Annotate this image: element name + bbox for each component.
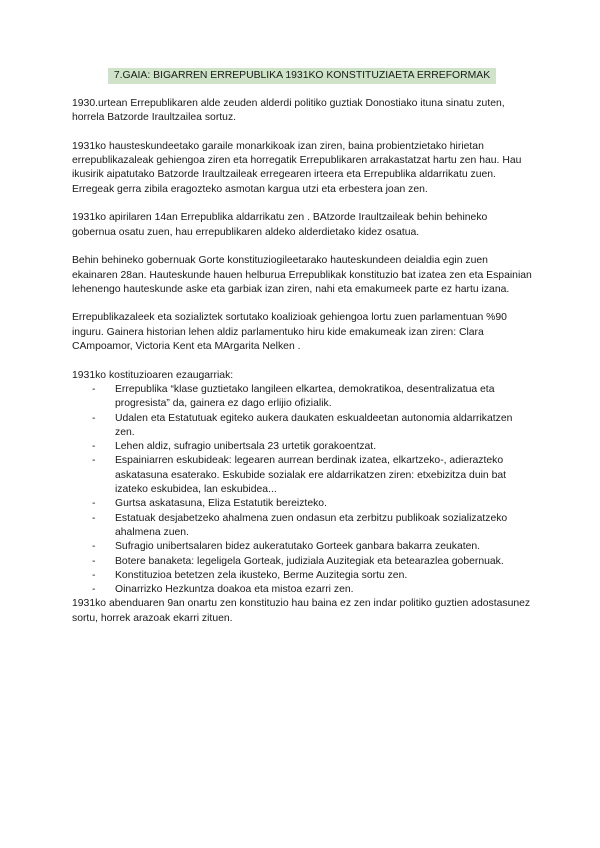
paragraph-1930: 1930.urtean Errepublikaren alde zeuden alderdi politiko guztiak Donostiako ituna sinatu zuten, horrela Batzorde Iraultzailea sortuz.: [72, 98, 505, 124]
list-item: - Gurtsa askatasuna, Eliza Estatutik bereizteko.: [92, 497, 532, 511]
closing-paragraph: 1931ko abenduaren 9an onartu zen konstituzio hau baina ez zen indar politiko guztien adostasunez sortu, horrek arazoak ekarri zituen.: [72, 598, 531, 624]
list-item: - Konstituzioa betetzen zela ikusteko, Berme Auzitegia sortu zen.: [92, 569, 532, 583]
list-item: - Lehen aldiz, sufragio unibertsala 23 urtetik gorakoentzat.: [92, 440, 532, 454]
document-page: [72, 68, 532, 626]
document-title: 7.GAIA: BIGARREN ERREPUBLIKA 1931KO KONSTITUZIAETA ERREFORMAK: [108, 68, 496, 84]
paragraph-1931-elections: 1931ko hausteskundeetako garaile monarkikoak izan ziren, baina probientzietako hirietan errepublikazaleak gehiengoa ziren eta horregatik Errepublikaren arrakastatzat hartu zen hau. Hau ikusirik aipatutako Batzorde Iraultzaileak erregearen irteera eta Errepublika aldarrikatu zuen. Erregeak gerra zibila eragozteko asmotan kargua utzi eta erbestera joan zen.: [72, 140, 522, 195]
features-list: [72, 383, 532, 597]
list-item: - Botere banaketa: legeligela Gorteak, judiziala Auzitegiak eta betearazlea gobernuak.: [92, 555, 532, 569]
list-item: - Errepublika “klase guztietako langileen elkartea, demokratikoa, desentralizatua eta progresista” da, gainera ez dago erlijio ofizialik.: [92, 383, 532, 412]
list-item: - Espainiarren eskubideak: legearen aurrean berdinak izatea, elkartzeko-, adierazteko askatasuna esaterako. Eskubide sozialak ere aldarrikatzen ziren: etxebizitza duin bat izateko eskubidea, lan eskubidea...: [92, 454, 532, 497]
list-item: - Oinarrizko Hezkuntza doakoa eta mistoa ezarri zen.: [92, 583, 532, 597]
title-container: [72, 68, 532, 84]
paragraph-april-14: 1931ko apirilaren 14an Errepublika aldarrikatu zen . BAtzorde Iraultzaileak behin behineko gobernua osatu zuen, hau errepublikaren aldeko alderdietako kidez osatua.: [72, 212, 488, 238]
paragraph-parliament: Errepublikazaleek eta sozializtek sortutako koalizioak gehiengoa lortu zuen parlamentuan %90 inguru. Gainera historian lehen aldiz parlamentuko hiru kide emakumeak izan ziren: Clara CAmpoamor, Victoria Kent eta MArgarita Nelken .: [72, 312, 507, 353]
features-intro: 1931ko kostituzioaren ezaugarriak:: [72, 369, 234, 381]
list-item: - Udalen eta Estatutuak egiteko aukera daukaten eskualdeetan autonomia aldarrikatzen zen.: [92, 412, 532, 441]
paragraph-provisional-government: Behin behineko gobernuak Gorte konstituziogileetarako hauteskundeen deialdia egin zuen ekainaren 28an. Hauteskunde hauen helburua Errepublikak konstituzio bat izatea zen eta Espainian lehenengo hauteskunde aske eta garbiak izan ziren, nahi eta emakumeek parte ez hartu izana.: [72, 255, 532, 295]
list-item: - Sufragio unibertsalaren bidez aukeratutako Gorteek ganbara bakarra zeukaten.: [92, 540, 532, 554]
list-item: - Estatuak desjabetzeko ahalmena zuen ondasun eta zerbitzu publikoak sozializatzeko ahalmena zuen.: [92, 512, 532, 541]
